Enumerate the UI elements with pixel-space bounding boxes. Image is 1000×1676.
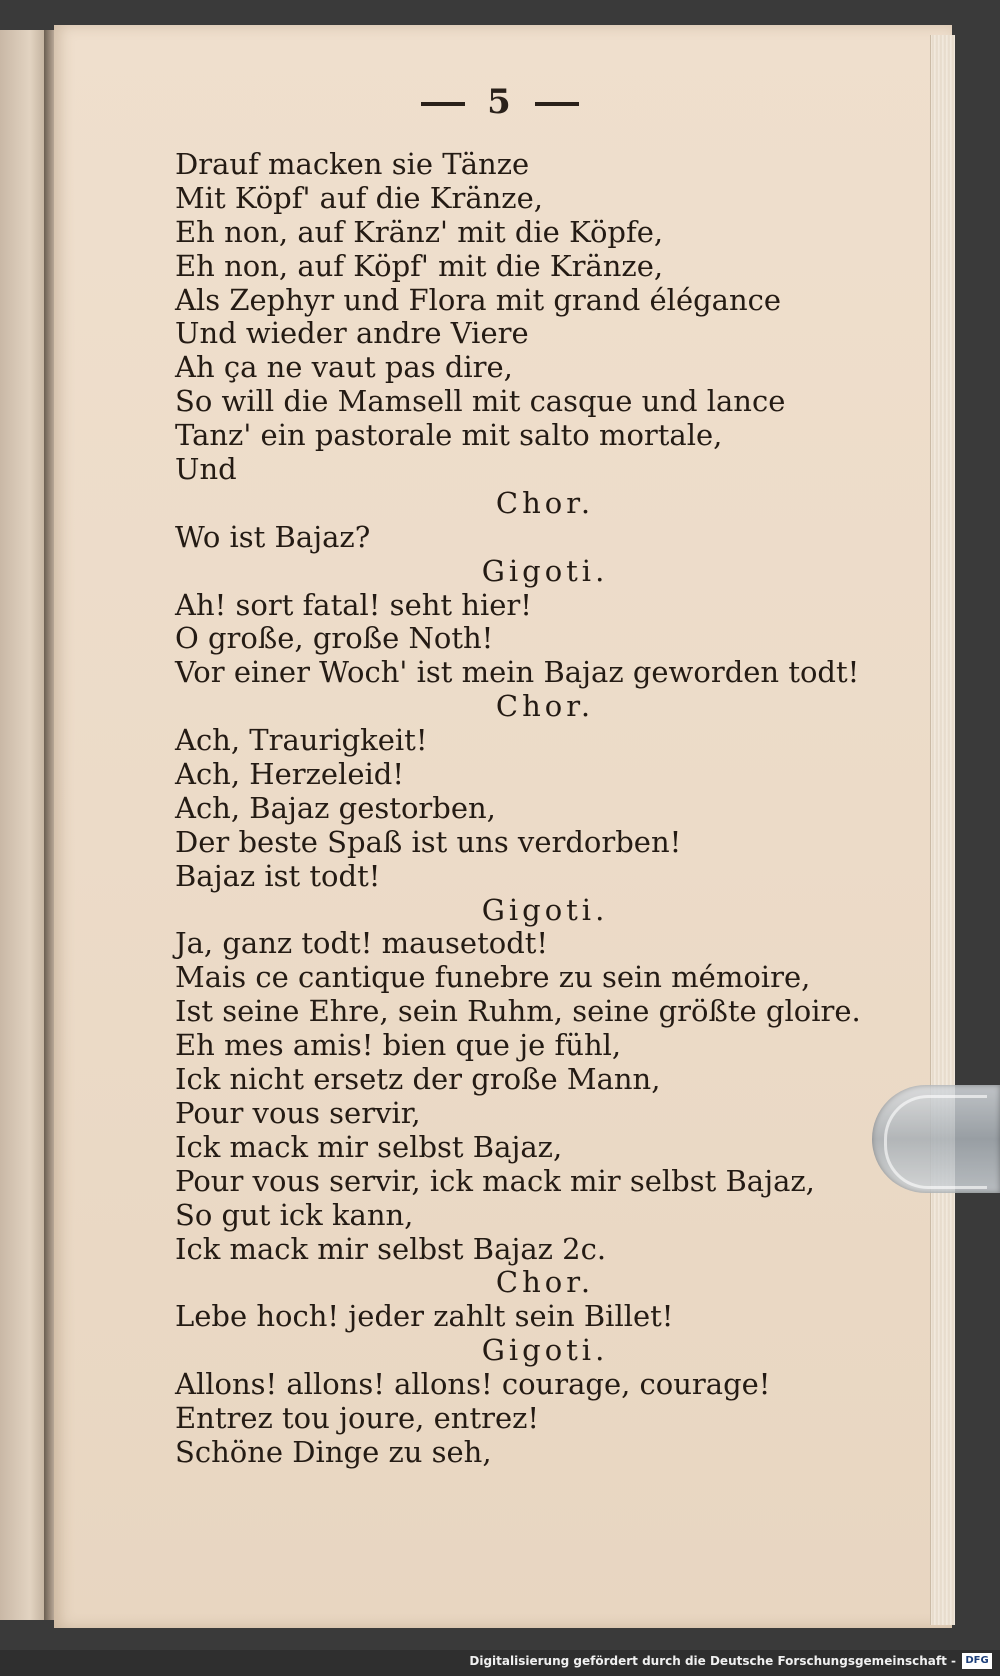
verse-line: Lebe hoch! jeder zahlt sein Billet! [175,1299,674,1334]
verse-line: Mit Köpf' auf die Kränze, [175,180,543,215]
footer-credit: Digitalisierung gefördert durch die Deutsche Forschungsgemeinschaft - [469,1654,956,1668]
verse-line: Ick mack mir selbst Bajaz 2c. [175,1231,607,1266]
verse-line: Ach, Traurigkeit! [175,723,428,758]
page-number-dash-right [535,102,579,106]
speaker-heading: Chor. [495,485,595,520]
verse-line: Eh mes amis! bien que je fühl, [175,1028,622,1063]
page-number-value: 5 [487,82,513,122]
verse-line: Ah! sort fatal! seht hier! [175,587,532,622]
page-number-dash-left [421,102,465,106]
verse-line: Mais ce cantique funebre zu sein mémoire, [175,960,811,995]
verse-line: Ist seine Ehre, sein Ruhm, seine größte gloire. [175,994,861,1029]
book-gutter [44,30,54,1620]
dfg-logo: DFG [962,1653,992,1669]
verse-line: Der beste Spaß ist uns verdorben! [175,824,682,859]
verse-line: Schöne Dinge zu seh, [175,1434,492,1469]
verse-line: Allons! allons! allons! courage, courage! [175,1367,771,1402]
verse-line: Eh non, auf Kränz' mit die Köpfe, [175,214,664,249]
verse-line: Ah ça ne vaut pas dire, [175,350,513,385]
verse-line: Ick mack mir selbst Bajaz, [175,1129,563,1164]
verse-line: Und wieder andre Viere [175,316,529,351]
page-stack-edge [930,35,955,1625]
verse-line: Ach, Herzeleid! [175,757,404,792]
speaker-heading: Chor. [495,1265,595,1300]
verse-line: Ach, Bajaz gestorben, [175,790,496,825]
page-number [0,82,1000,122]
page-clip-highlight [884,1095,987,1189]
verse-line: Vor einer Woch' ist mein Bajaz geworden todt! [175,655,860,690]
speaker-heading: Chor. [495,689,595,724]
verse-line: Und [175,452,237,487]
verse-line: Bajaz ist todt! [175,858,381,893]
verse-line: Drauf macken sie Tänze [175,147,530,181]
verse-line: Ja, ganz todt! mausetodt! [175,926,549,961]
verse-line: So gut ick kann, [175,1197,414,1232]
verse-line: Pour vous servir, [175,1095,421,1130]
verse-line: O große, große Noth! [175,621,494,656]
speaker-heading: Gigoti. [481,892,609,927]
speaker-heading: Gigoti. [481,553,609,588]
verse-line: Eh non, auf Köpf' mit die Kränze, [175,248,664,283]
verse-line: Ick nicht ersetz der große Mann, [175,1062,661,1097]
verse-text-block [175,148,875,1470]
verse-line: So will die Mamsell mit casque und lance [175,384,786,419]
verse-line: Pour vous servir, ick mack mir selbst Bajaz, [175,1163,815,1198]
verse-line: Tanz' ein pastorale mit salto mortale, [175,418,723,453]
verse-line: Als Zephyr und Flora mit grand élégance [175,282,782,317]
verse-line: Wo ist Bajaz? [175,519,371,554]
speaker-heading: Gigoti. [481,1333,609,1368]
verse-line: Entrez tou joure, entrez! [175,1400,540,1435]
